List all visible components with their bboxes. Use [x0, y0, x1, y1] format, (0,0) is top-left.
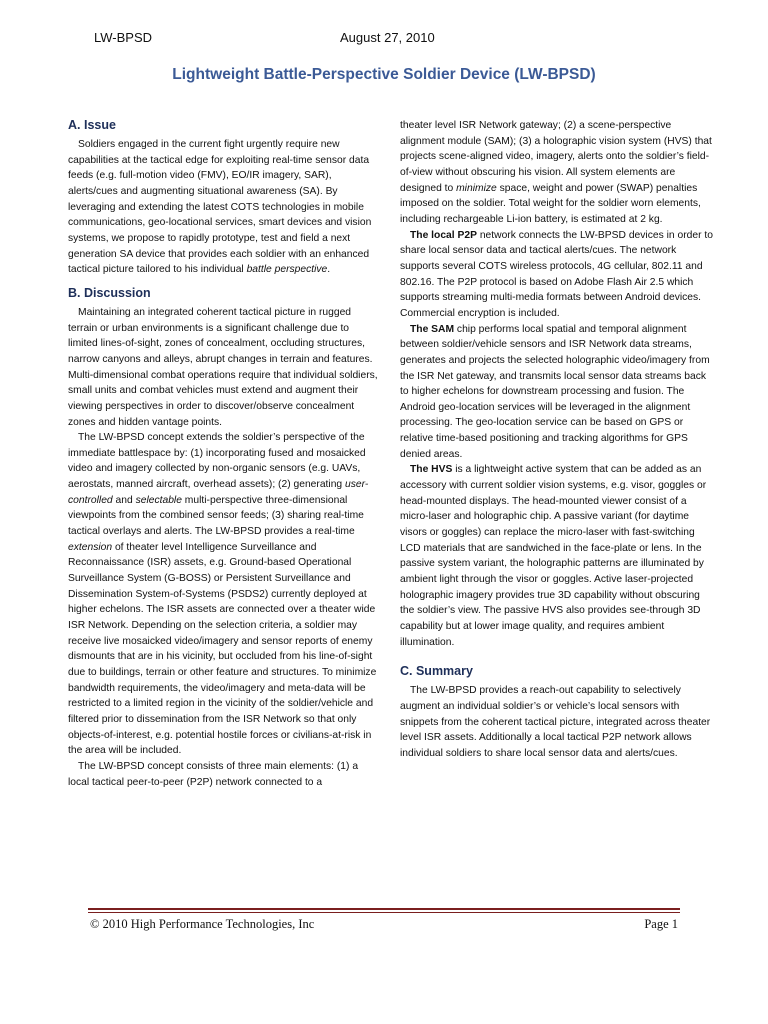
sam-paragraph: The SAM chip performs local spatial and temporal alignment between soldier/vehicle sensors and ISR Network data streams, generates and projects the selected holographic video/imagery from the ISR Net gateway, and transmits local sensor data streams back to higher echelons for downstream processing and fusion. The Android geo-location services will be leveraged in the alignment processing. The geo-location service can be based on GPS or relative time-based positioning and tracking algorithms for GPS denied areas. — [400, 323, 710, 460]
discussion-paragraph-2: The LW-BPSD concept extends the soldier’s perspective of the immediate battlespace by: (1) incorporating fused and mosaicked video and imagery collected by non-organic sensors (e.g. UAVs, aerostats, manned aircraft, overhead assets); (2) generating user-controlled and selectable multi-perspective three-dimensional viewpoints from the combined sensor feeds; (3) sharing real-time tactical overlays and alerts. The LW-BPSD provides a real-time extension of theater level Intelligence Surveillance and Reconnaissance (ISR) assets, e.g. Ground-based Operational Surveillance System (G-BOSS) or Persistent Surveillance and Dissemination System-of-Systems (PSDS2) currently deployed at higher echelons. The ISR assets are connected over a theater wide ISR Network. Depending on the selection criteria, a soldier may receive live mosaicked video/imagery and sensor reports of enemy dismounts that are in his vicinity, but occluded from his line-of-sight due to buildings, terrain or other feature and structures. To minimize bandwidth requirements, the video/imagery and meta-data will be restricted to a limited region in the vicinity of the soldier/vehicle and filtered prior to dissemination from the ISR Network so that only objects-of-interest, e.g. potential hostile forces or civilians-at-risk in the area will be included. — [68, 432, 377, 757]
discussion-paragraph-3-start: The LW-BPSD concept consists of three main elements: (1) a local tactical peer-to-peer (P2P) network connected to a — [68, 760, 359, 788]
p2p-paragraph: The local P2P network connects the LW-BPSD devices in order to share local sensor data and tactical alerts/cues. The network supports several COTS wireless protocols, 4G cellular, 802.11 and 802.16. The P2P protocol is based on Adobe Flash Air 2.5 which supports streaming multi-media formats between Android devices. Commercial encryption is included. — [400, 229, 713, 319]
footer-copyright: © 2010 High Performance Technologies, Inc — [90, 917, 315, 931]
header-date: August 27, 2010 — [340, 30, 435, 45]
section-heading-issue: A. Issue — [68, 118, 116, 132]
left-column — [68, 118, 380, 790]
discussion-paragraph-3-cont: theater level ISR Network gateway; (2) a scene-perspective alignment module (SAM); (3) a holographic vision system (HVS) that projects scene-aligned video, imagery, alerts onto the soldier’s field-of-view without obscuring his vision. All system elements are designed to minimize space, weight and power (SWAP) penalties imposed on the soldier. Total weight for the soldier worn elements, including rechargeable Li-ion battery, is estimated at 2 kg. — [400, 120, 712, 225]
footer-page-number: Page 1 — [644, 917, 678, 931]
section-heading-discussion: B. Discussion — [68, 285, 151, 300]
right-column — [400, 118, 716, 762]
section-heading-summary: C. Summary — [400, 664, 473, 679]
discussion-paragraph-1: Maintaining an integrated coherent tactical picture in rugged terrain or urban environments is a significant challenge due to limited lines-of-sight, zones of concealment, occluding structures, narrow canyons and alleys, abrupt changes in terrain and features. Multi-dimensional combat operations require that individual soldiers, small units and combat vehicles must extend and augment their viewing perspectives in order to discover/observe concealment zones and hidden vantage points. — [68, 306, 378, 428]
page-title: Lightweight Battle-Perspective Soldier Device (LW-BPSD) — [172, 66, 596, 83]
summary-paragraph: The LW-BPSD provides a reach-out capability to selectively augment an individual soldier’s or vehicle’s local sensors with snippets from the coherent tactical picture, integrated across theater level ISR assets. Additionally a local tactical P2P network allows individual soldiers to share local sensor data and alerts/cues. — [400, 685, 711, 759]
footer-rule-thin — [88, 912, 680, 913]
footer-rule — [88, 908, 680, 910]
hvs-paragraph: The HVS is a lightweight active system that can be added as an accessory with current soldier vision systems, e.g. visor, goggles or head-mounted displays. The head-mounted viewer consist of a micro-laser and holographic chip. A passive variant (for daytime visors or goggles) can replace the micro-laser with fast-switching LCD materials that are sandwiched in the face-plate or lens. In the passive system variant, the holographic patterns are illuminated by ambient light through the visor or goggles. Active laser-projected holographic imagery provides true 3D capability without obscuring the soldier’s view. The passive HVS also provides see-through 3D capability but at lower image quality, and requires ambient illumination. — [400, 464, 707, 648]
header-doc-id: LW-BPSD — [94, 30, 153, 45]
issue-paragraph: Soldiers engaged in the current fight urgently require new capabilities at the tactical edge for exploiting real-time sensor data feeds (e.g. full-motion video (FMV), EO/IR imagery, SAR), alerts/cues and augmenting situational awareness (SA). By leveraging and extending the latest COTS technologies in mobile communications, geo-locational services, smart devices and vision systems, we propose to rapidly prototype, test and field a next generation SA device that provides each soldier with an enhanced tactical picture tailored to his individual battle perspective. — [68, 139, 372, 276]
